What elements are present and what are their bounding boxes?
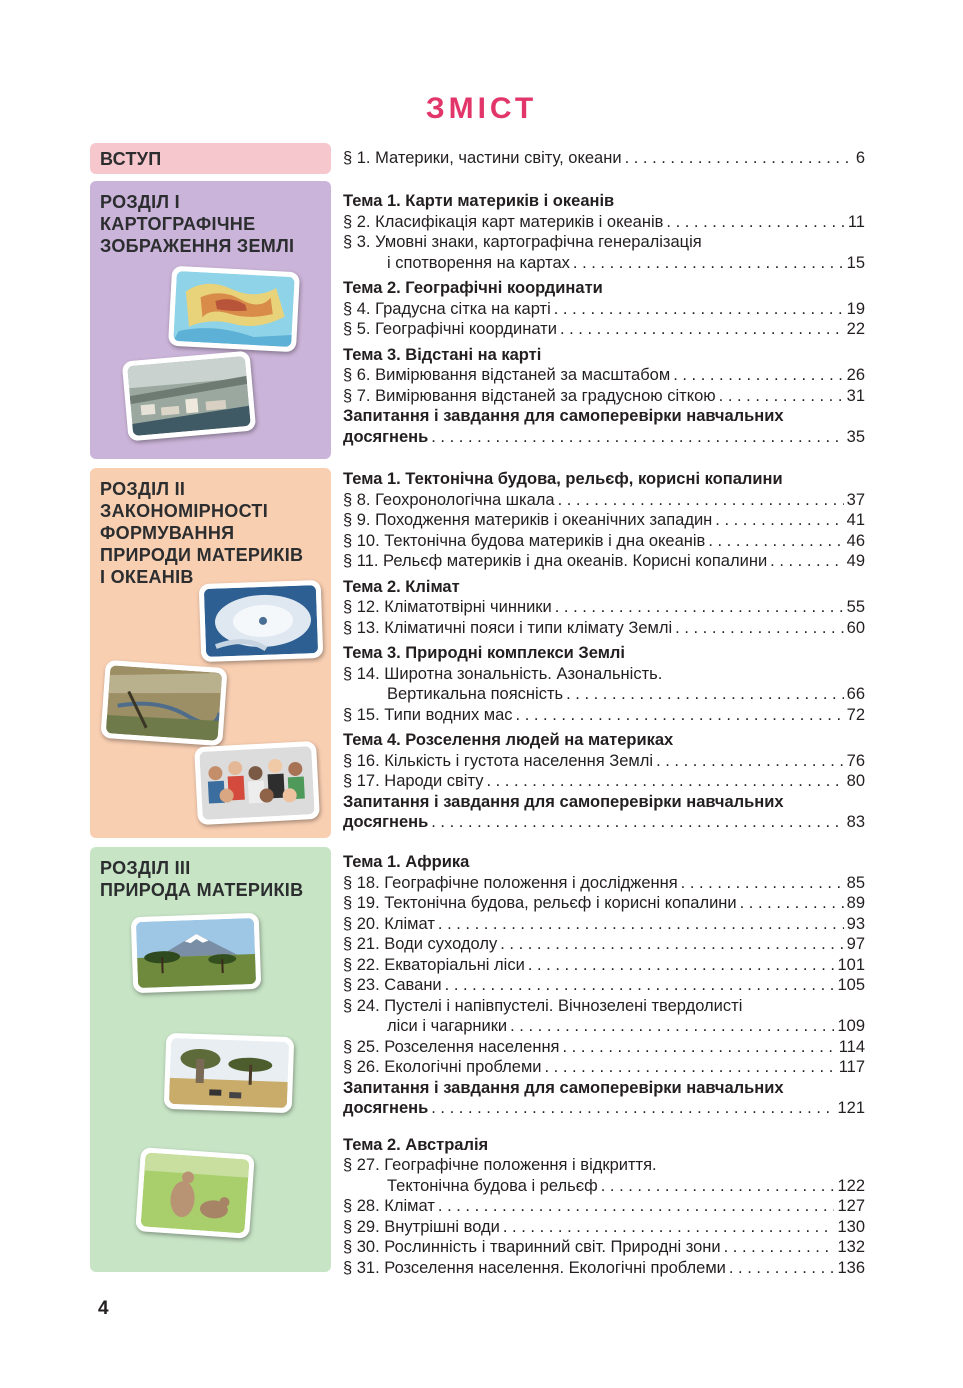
toc-entry-page: 136	[837, 1258, 865, 1277]
toc-entry-label: § 29. Внутрішні води	[343, 1217, 500, 1236]
toc-entry-page: 97	[846, 935, 865, 953]
toc-entry[interactable]	[343, 510, 865, 531]
toc-entry[interactable]	[343, 934, 865, 955]
crowd-photo	[194, 741, 320, 825]
toc-entry-label: § 9. Походження материків і океанічних западин	[343, 511, 713, 529]
toc-entry-label: § 26. Екологічні проблеми	[343, 1058, 542, 1076]
toc-intro	[343, 148, 865, 169]
toc-entry-page: 127	[837, 1197, 865, 1215]
toc-entry-page: 35	[846, 427, 865, 446]
kangaroo-photo	[135, 1147, 255, 1239]
toc-entry[interactable]	[343, 299, 865, 320]
toc-entry[interactable]	[343, 427, 865, 448]
review-heading[interactable]: Запитання і завдання для самоперевірки навчальних	[343, 407, 784, 425]
toc-entry-label: § 17. Народи світу	[343, 772, 484, 790]
toc-entry-page: 37	[846, 490, 865, 509]
toc-entry-label: § 12. Кліматотвірні чинники	[343, 598, 552, 616]
leader-dots	[573, 253, 844, 274]
topic-heading: Тема 2. Клімат	[343, 577, 460, 596]
toc-entry-page: 55	[846, 598, 865, 616]
topic-heading: Тема 2. Австралія	[343, 1135, 489, 1154]
leader-dots	[545, 1057, 836, 1078]
toc-entry-label: досягнень	[343, 427, 429, 446]
toc-entry-page: 105	[837, 976, 865, 994]
canyon-photo	[100, 660, 227, 746]
toc-entry-label: досягнень	[343, 1099, 429, 1117]
leader-dots	[601, 1176, 835, 1197]
toc-entry-page: 60	[846, 618, 865, 637]
toc-entry[interactable]	[343, 1196, 865, 1217]
toc-entry[interactable]	[343, 893, 865, 914]
toc-entry[interactable]	[343, 684, 865, 705]
leader-dots	[666, 212, 844, 233]
toc-entry[interactable]	[343, 1016, 865, 1037]
toc-entry-label: § 10. Тектонічна будова материків і дна океанів	[343, 531, 706, 550]
section-2-line: І ОКЕАНІВ	[100, 567, 194, 587]
toc-entry[interactable]	[343, 319, 865, 340]
toc-entry[interactable]	[343, 531, 865, 552]
toc-entry[interactable]	[343, 597, 865, 618]
leader-dots	[445, 975, 835, 996]
toc-entry-page: 72	[846, 705, 865, 724]
toc-entry-page: 132	[837, 1238, 865, 1256]
topic-heading: Тема 1. Африка	[343, 853, 470, 871]
toc-entry[interactable]	[343, 873, 865, 894]
leader-dots	[715, 510, 843, 531]
toc-entry[interactable]	[343, 751, 865, 772]
topic-heading: Тема 4. Розселення людей на материках	[343, 731, 674, 749]
toc-entry[interactable]	[343, 1057, 865, 1078]
leader-dots	[431, 1098, 834, 1119]
leader-dots	[486, 771, 843, 792]
leader-dots	[563, 1037, 836, 1058]
toc-entry[interactable]	[343, 386, 865, 407]
section-1-line: КАРТОГРАФІЧНЕ	[100, 214, 256, 234]
toc-entry[interactable]	[343, 705, 865, 726]
toc-entry-label: § 4. Градусна сітка на карті	[343, 299, 551, 318]
toc-entry-label: ліси і чагарники	[387, 1017, 508, 1035]
toc-section-1	[343, 191, 865, 447]
toc-entry-label: § 30. Рослинність і тваринний світ. Природні зони	[343, 1238, 721, 1256]
toc-entry[interactable]	[343, 490, 865, 511]
leader-dots	[431, 812, 843, 833]
toc-entry-label: § 21. Води суходолу	[343, 935, 498, 953]
toc-entry[interactable]	[343, 1237, 865, 1258]
toc-entry[interactable]	[343, 365, 865, 386]
leader-dots	[740, 893, 844, 914]
toc-entry-label: досягнень	[343, 813, 429, 831]
toc-entry-page: 83	[846, 813, 865, 831]
toc-entry-page: 76	[846, 751, 865, 770]
intro-panel	[90, 143, 331, 174]
review-heading[interactable]: Запитання і завдання для самоперевірки навчальних	[343, 792, 784, 811]
section-2-title	[100, 478, 330, 588]
toc-entry-page: 66	[846, 685, 865, 703]
toc-entry-label: § 11. Рельєф материків і дна океанів. Корисні копалини	[343, 552, 768, 570]
leader-dots	[560, 319, 844, 340]
toc-entry-page: 93	[846, 914, 865, 933]
section-3-panel	[90, 847, 331, 1272]
toc-entry[interactable]	[343, 914, 865, 935]
leader-dots	[719, 386, 844, 407]
leader-dots	[558, 490, 844, 511]
section-1-panel	[90, 181, 331, 459]
toc-entry[interactable]	[343, 1217, 865, 1238]
section-2-line: ФОРМУВАННЯ	[100, 523, 235, 543]
toc-section-3	[343, 852, 865, 1278]
leader-dots	[500, 934, 843, 955]
page-title: ЗМІСТ	[425, 92, 538, 125]
topic-heading: Тема 1. Карти материків і океанів	[343, 192, 615, 210]
toc-entry-label[interactable]: § 24. Пустелі і напівпустелі. Вічнозелені твердолисті	[343, 996, 743, 1015]
toc-entry[interactable]	[343, 253, 865, 274]
toc-entry-label: § 22. Екваторіальні ліси	[343, 955, 525, 974]
toc-entry-label: § 2. Класифікація карт материків і океанів	[343, 212, 664, 231]
toc-entry-label: § 18. Географічне положення і дослідження	[343, 873, 678, 892]
toc-entry-label: § 8. Геохронологічна шкала	[343, 490, 555, 509]
toc-entry[interactable]	[343, 148, 865, 169]
toc-entry-page: 117	[838, 1058, 865, 1076]
topic-heading: Тема 3. Відстані на карті	[343, 345, 542, 364]
topic-heading: Тема 2. Географічні координати	[343, 279, 603, 297]
topic-heading: Тема 3. Природні комплекси Землі	[343, 644, 625, 662]
hurricane-photo	[199, 580, 324, 662]
leader-dots	[566, 684, 844, 705]
section-1-line: ЗОБРАЖЕННЯ ЗЕМЛІ	[100, 236, 295, 256]
baobab-zebras-photo	[164, 1033, 295, 1113]
leader-dots	[673, 365, 843, 386]
leader-dots	[729, 1258, 835, 1279]
toc-entry-page: 31	[846, 386, 865, 405]
section-3-line: РОЗДІЛ ІІІ	[100, 858, 191, 878]
section-2-panel	[90, 468, 331, 838]
leader-dots	[510, 1016, 834, 1037]
leader-dots	[724, 1237, 835, 1258]
section-1-title	[100, 191, 330, 257]
leader-dots	[675, 618, 843, 639]
toc-entry-page: 121	[837, 1099, 865, 1117]
leader-dots	[681, 873, 844, 894]
toc-entry-label: і спотворення на картах	[387, 253, 570, 272]
toc-entry-label: § 19. Тектонічна будова, рельєф і корисні копалини	[343, 894, 737, 912]
toc-entry[interactable]	[343, 771, 865, 792]
toc-entry-page: 26	[846, 366, 865, 384]
toc-entry-page: 122	[837, 1176, 865, 1195]
intro-title: ВСТУП	[100, 149, 162, 169]
relief-map-photo	[168, 266, 300, 353]
toc-entry-label: § 5. Географічні координати	[343, 320, 557, 338]
toc-entry-label: § 20. Клімат	[343, 914, 435, 933]
toc-entry-page: 109	[837, 1017, 865, 1035]
section-2-line: РОЗДІЛ ІІ	[100, 479, 186, 499]
toc-entry[interactable]	[343, 955, 865, 976]
toc-entry[interactable]	[343, 1176, 865, 1197]
section-1-line: РОЗДІЛ І	[100, 192, 180, 212]
leader-dots	[656, 751, 844, 772]
toc-entry[interactable]	[343, 212, 865, 233]
toc-entry-label[interactable]: § 3. Умовні знаки, картографічна генералізація	[343, 233, 702, 251]
section-2-line: ПРИРОДИ МАТЕРИКІВ	[100, 545, 304, 565]
toc-section-2	[343, 469, 865, 833]
kilimanjaro-photo	[131, 913, 262, 993]
section-3-title	[100, 857, 330, 901]
toc-entry-label: § 7. Вимірювання відстаней за градусною сіткою	[343, 386, 716, 405]
toc-entry-page: 101	[837, 955, 865, 974]
city-aerial-photo	[122, 351, 256, 442]
toc-entry[interactable]	[343, 618, 865, 639]
leader-dots	[438, 1196, 835, 1217]
toc-entry-page: 41	[846, 511, 865, 529]
toc-entry-page: 19	[846, 299, 865, 318]
toc-entry-page: 130	[837, 1217, 865, 1236]
toc-entry-label: § 23. Савани	[343, 976, 442, 994]
toc-entry[interactable]	[343, 812, 865, 833]
toc-entry[interactable]	[343, 551, 865, 572]
leader-dots	[770, 551, 843, 572]
toc-entry-label: § 31. Розселення населення. Екологічні проблеми	[343, 1258, 726, 1277]
toc-entry-page: 15	[846, 253, 865, 272]
toc-entry-label: § 16. Кількість і густота населення Землі	[343, 751, 654, 770]
toc-entry-page: 11	[847, 212, 865, 231]
section-3-line: ПРИРОДА МАТЕРИКІВ	[100, 880, 304, 900]
leader-dots	[708, 531, 843, 552]
leader-dots	[554, 299, 844, 320]
toc-entry[interactable]	[343, 1098, 865, 1119]
review-heading[interactable]: Запитання і завдання для самоперевірки навчальних	[343, 1078, 784, 1097]
toc-entry[interactable]	[343, 1037, 865, 1058]
toc-entry-page: 85	[846, 873, 865, 892]
toc-entry-label: Вертикальна поясність	[387, 685, 564, 703]
leader-dots	[528, 955, 835, 976]
toc-entry-label: § 13. Кліматичні пояси і типи клімату Землі	[343, 618, 673, 637]
page-number: 4	[98, 1298, 109, 1319]
toc-entry-page: 114	[838, 1037, 865, 1056]
toc-entry[interactable]	[343, 975, 865, 996]
leader-dots	[431, 427, 843, 448]
toc-entry-page: 6	[855, 149, 865, 167]
toc-entry-page: 46	[846, 531, 865, 550]
leader-dots	[503, 1217, 835, 1238]
toc-entry-label[interactable]: § 14. Широтна зональність. Азональність.	[343, 664, 663, 683]
toc-entry[interactable]	[343, 1258, 865, 1279]
toc-entry-label: § 25. Розселення населення	[343, 1037, 560, 1056]
toc-entry-label: § 6. Вимірювання відстаней за масштабом	[343, 366, 671, 384]
toc-entry-label[interactable]: § 27. Географічне положення і відкриття.	[343, 1156, 657, 1174]
topic-heading: Тема 1. Тектонічна будова, рельєф, корисні копалини	[343, 470, 783, 488]
leader-dots	[625, 148, 853, 169]
leader-dots	[438, 914, 844, 935]
toc-entry-label: § 15. Типи водних мас	[343, 705, 513, 724]
section-2-line: ЗАКОНОМІРНОСТІ	[100, 501, 269, 521]
leader-dots	[516, 705, 844, 726]
toc-entry-page: 80	[846, 772, 865, 790]
toc-entry-page: 22	[846, 320, 865, 338]
toc-entry-label: § 1. Материки, частини світу, океани	[343, 149, 622, 167]
toc-entry-label: § 28. Клімат	[343, 1197, 435, 1215]
toc-entry-page: 89	[846, 894, 865, 912]
toc-entry-page: 49	[846, 552, 865, 570]
toc-entry-label: Тектонічна будова і рельєф	[387, 1176, 598, 1195]
leader-dots	[555, 597, 844, 618]
